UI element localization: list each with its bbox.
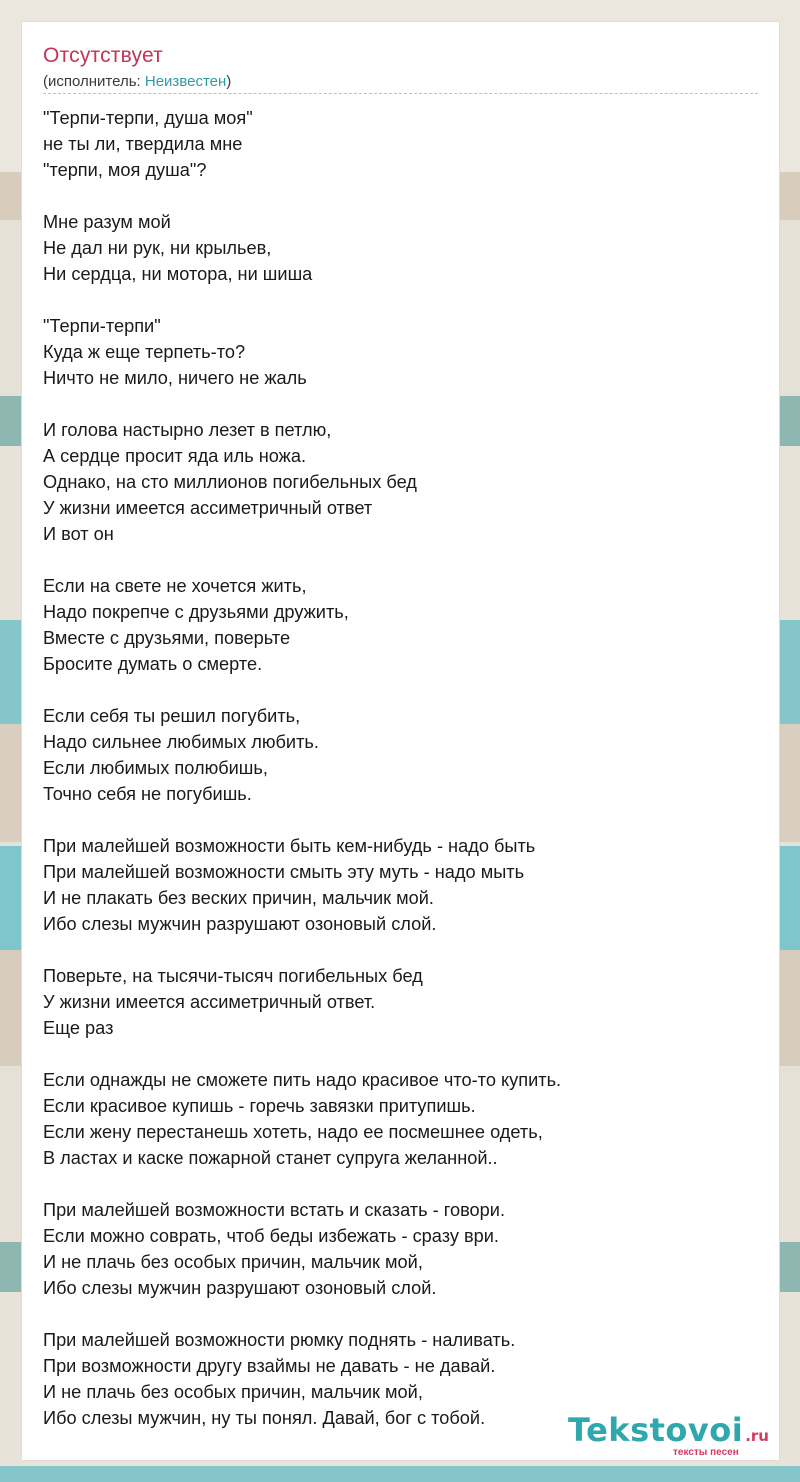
site-logo[interactable] — [568, 1411, 769, 1449]
lyrics-line: И не плакать без веских причин, мальчик мой. — [43, 888, 434, 908]
artist-suffix: ) — [226, 73, 232, 90]
lyrics-line: "Терпи-терпи" — [43, 316, 161, 336]
lyrics-line: Если себя ты решил погубить, — [43, 706, 301, 726]
lyrics-blank-line — [43, 937, 763, 963]
lyrics-blank-line — [43, 287, 763, 313]
logo-name: Tekstovoi — [568, 1411, 744, 1449]
lyrics-line: "терпи, моя душа"? — [43, 160, 207, 180]
logo-tagline: тексты песен — [673, 1447, 739, 1458]
artist-link[interactable]: Неизвестен — [144, 73, 227, 90]
lyrics-line: Ибо слезы мужчин разрушают озоновый слой. — [43, 1278, 437, 1298]
lyrics-line: Если красивое купишь - горечь завязки притупишь. — [43, 1096, 476, 1116]
song-title: Отсутствует — [43, 44, 163, 67]
lyrics-line: При малейшей возможности рюмку поднять - наливать. — [43, 1330, 516, 1350]
lyrics-card — [22, 22, 779, 1460]
lyrics-line: При малейшей возможности встать и сказать - говори. — [43, 1200, 506, 1220]
lyrics-line: И вот он — [43, 524, 114, 544]
lyrics-line: Надо покрепче с друзьями дружить, — [43, 602, 349, 622]
lyrics-line: Еще раз — [43, 1018, 114, 1038]
lyrics-blank-line — [43, 1041, 763, 1067]
lyrics-blank-line — [43, 807, 763, 833]
lyrics-blank-line — [43, 183, 763, 209]
artist-prefix: (исполнитель: — [43, 73, 145, 90]
lyrics-line: У жизни имеется ассиметричный ответ — [43, 498, 373, 518]
lyrics-line: Поверьте, на тысячи-тысяч погибельных бед — [43, 966, 423, 986]
lyrics-line: Ничто не мило, ничего не жаль — [43, 368, 307, 388]
lyrics-line: А сердце просит яда иль ножа. — [43, 446, 307, 466]
lyrics-blank-line — [43, 677, 763, 703]
lyrics-blank-line — [43, 1301, 763, 1327]
lyrics-line: Куда ж еще терпеть-то? — [43, 342, 246, 362]
lyrics-line: При малейшей возможности быть кем-нибудь - надо быть — [43, 836, 536, 856]
lyrics-line: Однако, на сто миллионов погибельных бед — [43, 472, 417, 492]
lyrics-line: Ибо слезы мужчин разрушают озоновый слой. — [43, 914, 437, 934]
title-divider — [43, 93, 758, 94]
lyrics-line: Точно себя не погубишь. — [43, 784, 252, 804]
lyrics-line: "Терпи-терпи, душа моя" — [43, 108, 253, 128]
lyrics-line: не ты ли, твердила мне — [43, 134, 243, 154]
lyrics-line: У жизни имеется ассиметричный ответ. — [43, 992, 376, 1012]
lyrics-line: Если на свете не хочется жить, — [43, 576, 307, 596]
lyrics-line: В ластах и каске пожарной станет супруга желанной.. — [43, 1148, 498, 1168]
lyrics-line: Не дал ни рук, ни крыльев, — [43, 238, 272, 258]
lyrics-line: Мне разум мой — [43, 212, 171, 232]
lyrics-line: Надо сильнее любимых любить. — [43, 732, 319, 752]
lyrics-line: И голова настырно лезет в петлю, — [43, 420, 332, 440]
lyrics-line: И не плачь без особых причин, мальчик мой, — [43, 1252, 423, 1272]
lyrics-line: Если любимых полюбишь, — [43, 758, 268, 778]
lyrics-line: Ни сердца, ни мотора, ни шиша — [43, 264, 313, 284]
lyrics-line: Если можно соврать, чтоб беды избежать - сразу ври. — [43, 1226, 499, 1246]
lyrics-blank-line — [43, 391, 763, 417]
lyrics-line: Если жену перестанешь хотеть, надо ее посмешнее одеть, — [43, 1122, 543, 1142]
lyrics-line: При малейшей возможности смыть эту муть - надо мыть — [43, 862, 525, 882]
lyrics-line: Вместе с друзьями, поверьте — [43, 628, 291, 648]
lyrics-blank-line — [43, 547, 763, 573]
lyrics-line: Ибо слезы мужчин, ну ты понял. Давай, бог с тобой. — [43, 1408, 486, 1428]
lyrics-blank-line — [43, 1171, 763, 1197]
lyrics-line: Бросите думать о смерте. — [43, 654, 263, 674]
lyrics-line: При возможности другу взаймы не давать - не давай. — [43, 1356, 496, 1376]
lyrics-text — [43, 105, 763, 1431]
lyrics-line: И не плачь без особых причин, мальчик мой, — [43, 1382, 423, 1402]
lyrics-line: Если однажды не сможете пить надо красивое что-то купить. — [43, 1070, 562, 1090]
logo-domain: .ru — [745, 1427, 769, 1445]
artist-line — [43, 73, 231, 90]
